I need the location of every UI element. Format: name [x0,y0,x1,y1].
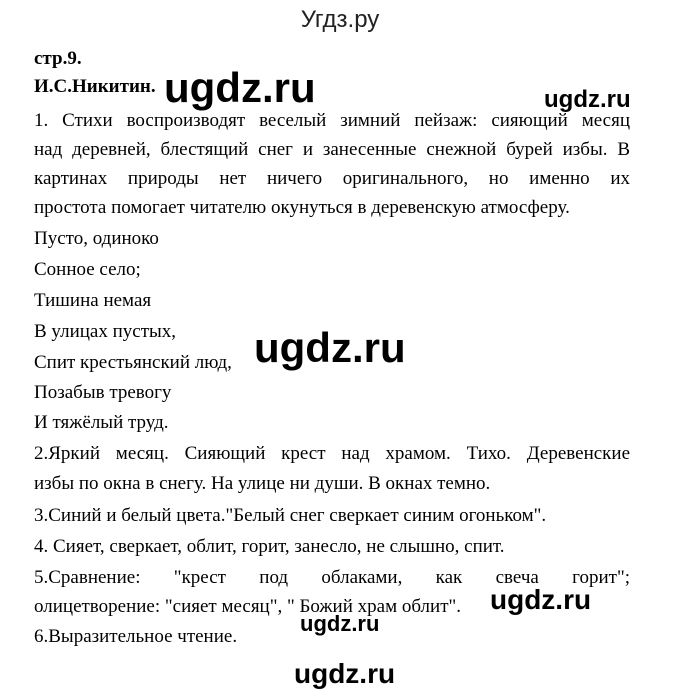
poem-line: В улицах пустых, [34,321,177,342]
answer-2-line: избы по окна в снегу. На улице ни души. В окнах темно. [34,473,491,494]
page-reference: стр.9. [34,48,82,69]
answer-1-line: картинах природы нет ничего оригинального, но именно их [34,168,630,189]
watermark: ugdz.ru [254,324,406,371]
poem-line: Сонное село; [34,259,141,280]
poem-line: Позабыв тревогу [34,382,172,403]
answer-5-line: олицетворение: "сияет месяц", " Божий храм облит". [34,596,461,617]
site-title: Угдз.ру [300,6,380,33]
poem-line: Пусто, одиноко [34,228,159,249]
answer-3: 3.Синий и белый цвета."Белый снег сверкает синим огоньком". [34,505,547,526]
answer-1-line: 1. Стихи воспроизводят веселый зимний пейзаж: сияющий месяц [34,110,630,131]
answer-2-line: 2.Яркий месяц. Сияющий крест над храмом. Тихо. Деревенские [34,443,630,464]
answer-5-line: 5.Сравнение: "крест под облаками, как свеча горит"; [34,567,630,588]
watermark: ugdz.ru [300,611,380,636]
poem-line: И тяжёлый труд. [34,412,169,433]
watermark: ugdz.ru [164,64,316,111]
poem-line: Тишина немая [34,290,152,311]
answer-6: 6.Выразительное чтение. [34,626,238,647]
watermark: ugdz.ru [490,584,592,615]
poem-line: Спит крестьянский люд, [34,352,232,373]
watermark: ugdz.ru [544,86,631,113]
answer-4: 4. Сияет, сверкает, облит, горит, занесло, не слышно, спит. [34,536,505,557]
answer-1-line: простота помогает читателю окунуться в деревенскую атмосферу. [34,197,570,218]
answer-1-line: над деревней, блестящий снег и занесенные снежной бурей избы. В [34,139,630,160]
watermark: ugdz.ru [294,658,396,689]
author-heading: И.С.Никитин. [34,76,156,97]
